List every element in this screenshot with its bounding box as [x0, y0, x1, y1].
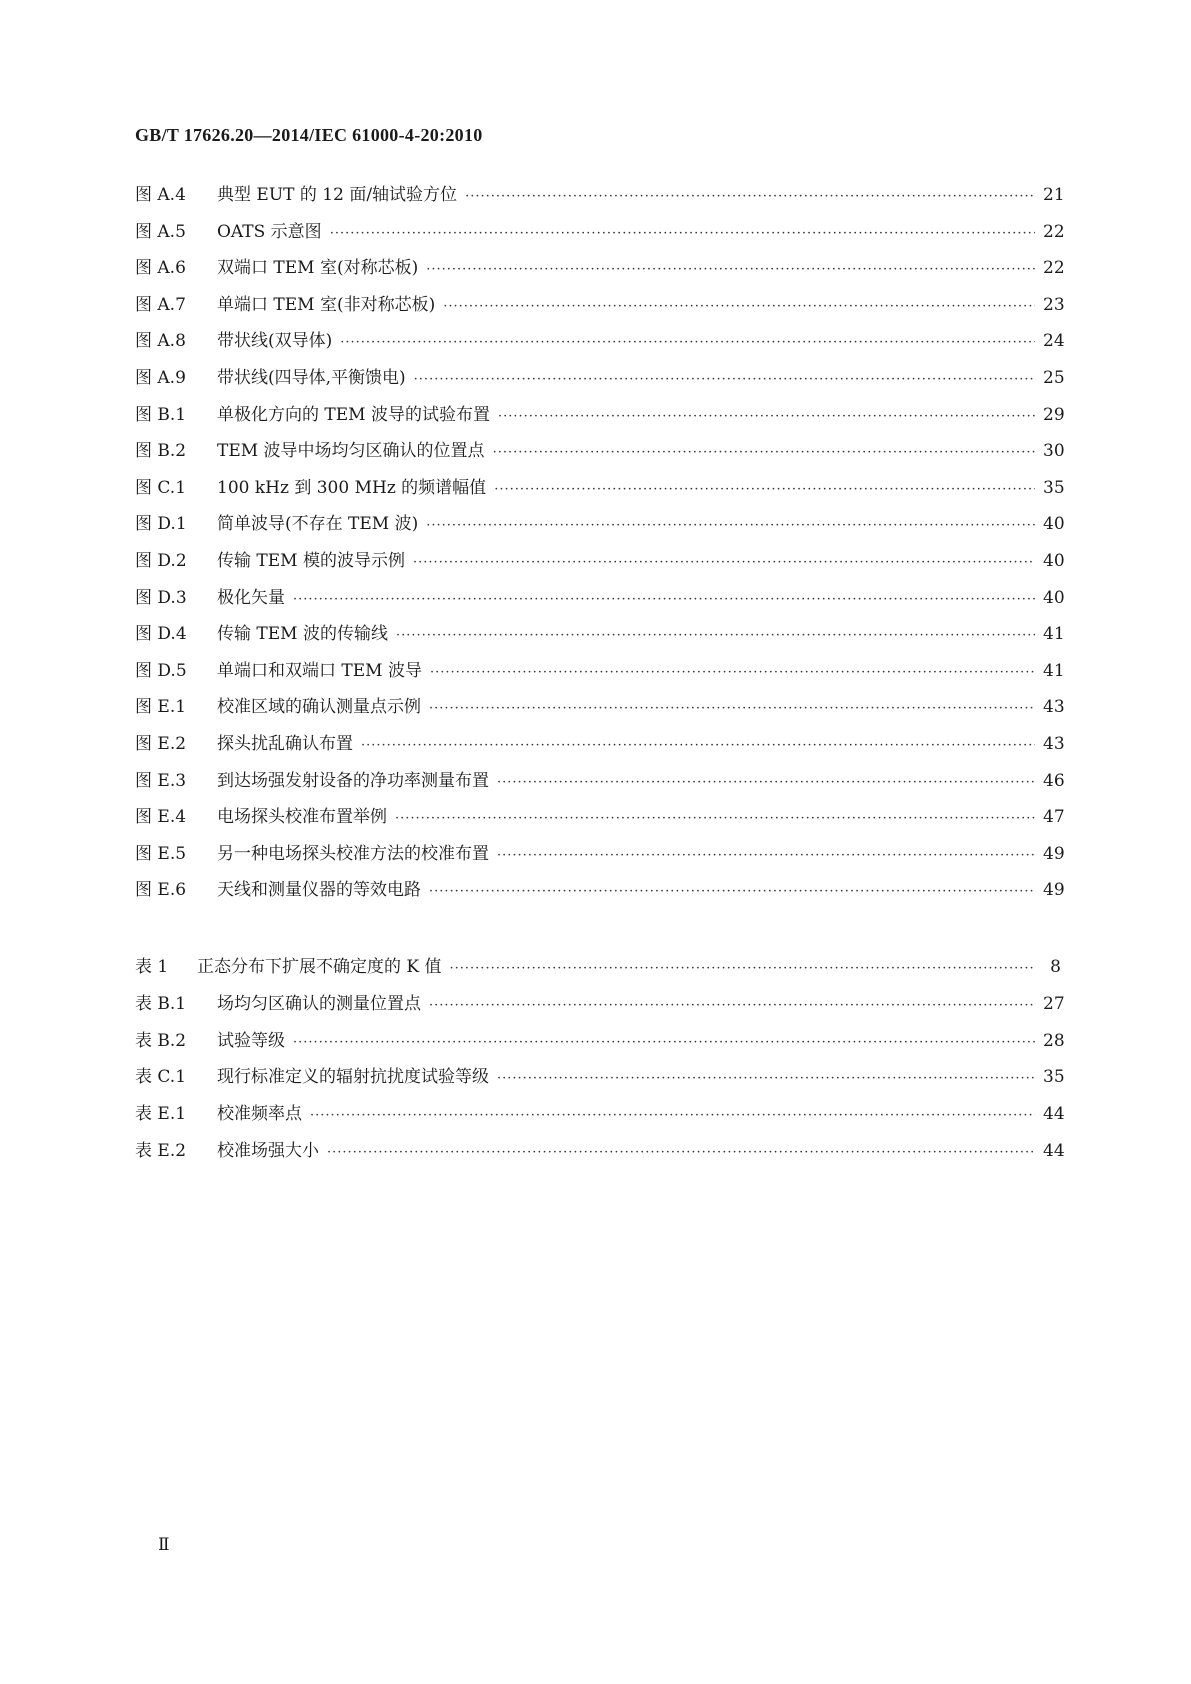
entry-title: 场均匀区确认的测量位置点: [217, 993, 421, 1014]
entry-title: 单端口 TEM 室(非对称芯板): [217, 294, 436, 315]
entry-label: 图 D.2: [135, 550, 187, 571]
entry-title: 带状线(双导体): [217, 331, 333, 352]
entry-page-number: 40: [1043, 587, 1065, 608]
entry-title: 到达场强发射设备的净功率测量布置: [217, 770, 489, 791]
figure-list: [135, 180, 1065, 912]
entry-label: 图 A.9: [135, 367, 186, 388]
entry-label: 图 A.8: [135, 331, 186, 352]
entry-label: 图 A.6: [135, 258, 186, 279]
entry-title: 正态分布下扩展不确定度的 K 值: [197, 957, 442, 977]
entry-title: 极化矢量: [217, 587, 285, 608]
dot-leader: [395, 811, 1035, 826]
dot-leader: [497, 1071, 1035, 1086]
toc-entry[interactable]: [135, 1062, 1065, 1099]
toc-entry[interactable]: [135, 363, 1065, 400]
entry-page-number: 40: [1043, 550, 1065, 571]
toc-entry[interactable]: [135, 1136, 1065, 1173]
toc-entry[interactable]: [135, 546, 1065, 583]
toc-entry[interactable]: [135, 1026, 1065, 1063]
toc-entry[interactable]: [135, 766, 1065, 803]
dot-leader: [493, 445, 1035, 460]
entry-title: 双端口 TEM 室(对称芯板): [217, 258, 419, 279]
entry-title: 探头扰乱确认布置: [217, 733, 353, 754]
entry-title: 天线和测量仪器的等效电路: [217, 880, 421, 901]
entry-label: 表 1: [135, 957, 169, 977]
entry-title: TEM 波导中场均匀区确认的位置点: [217, 441, 485, 462]
toc-entry[interactable]: [135, 839, 1065, 876]
entry-label: 图 E.6: [135, 880, 187, 901]
entry-label: 图 C.1: [135, 477, 187, 498]
entry-page-number: 23: [1043, 294, 1065, 315]
toc-entry[interactable]: [135, 656, 1065, 693]
entry-label: 图 D.4: [135, 624, 187, 645]
dot-leader: [430, 665, 1035, 680]
toc-entry[interactable]: [135, 729, 1065, 766]
dot-leader: [429, 701, 1035, 716]
toc-entry[interactable]: [135, 952, 1061, 989]
dot-leader: [330, 226, 1035, 241]
entry-label: 图 D.3: [135, 587, 187, 608]
table-list: [135, 952, 1065, 1173]
entry-page-number: 30: [1043, 441, 1065, 462]
toc-entry[interactable]: [135, 290, 1065, 327]
entry-label: 图 A.4: [135, 185, 186, 205]
dot-leader: [396, 628, 1035, 643]
toc-entry[interactable]: [135, 436, 1065, 473]
dot-leader: [443, 299, 1035, 314]
entry-label: 表 C.1: [135, 1067, 187, 1088]
toc-entry[interactable]: [135, 217, 1065, 254]
entry-label: 图 D.5: [135, 660, 187, 681]
entry-title: 100 kHz 到 300 MHz 的频谱幅值: [217, 477, 487, 498]
entry-label: 图 B.1: [135, 404, 187, 425]
toc-entry[interactable]: [135, 619, 1065, 656]
entry-label: 图 E.2: [135, 733, 187, 754]
entry-page-number: 47: [1043, 807, 1065, 828]
toc-entry[interactable]: [135, 802, 1065, 839]
dot-leader: [426, 262, 1035, 277]
entry-label: 图 A.5: [135, 221, 186, 242]
entry-page-number: 44: [1043, 1140, 1065, 1161]
entry-label: 图 E.5: [135, 843, 187, 864]
entry-page-number: 49: [1043, 843, 1065, 864]
entry-page-number: 24: [1043, 331, 1065, 352]
toc-entry[interactable]: [135, 180, 1065, 217]
entry-page-number: 22: [1043, 258, 1065, 279]
entry-label: 图 A.7: [135, 294, 186, 315]
toc-entry[interactable]: [135, 326, 1065, 363]
entry-title: 校准区域的确认测量点示例: [217, 697, 421, 718]
entry-page-number: 43: [1043, 733, 1065, 754]
entry-title: 传输 TEM 波的传输线: [217, 624, 388, 645]
entry-title: 带状线(四导体,平衡馈电): [217, 367, 406, 388]
dot-leader: [414, 372, 1035, 387]
entry-page-number: 25: [1043, 367, 1065, 388]
entry-page-number: 8: [1050, 957, 1061, 977]
entry-page-number: 28: [1043, 1030, 1065, 1051]
entry-page-number: 40: [1043, 514, 1065, 535]
toc-entry[interactable]: [135, 989, 1065, 1026]
dot-leader: [429, 884, 1035, 899]
entry-page-number: 44: [1043, 1104, 1065, 1125]
entry-label: 图 E.3: [135, 770, 187, 791]
entry-title: 简单波导(不存在 TEM 波): [217, 514, 419, 535]
entry-label: 图 E.1: [135, 697, 187, 718]
entry-label: 表 E.2: [135, 1140, 187, 1161]
entry-title: 现行标准定义的辐射抗扰度试验等级: [217, 1067, 489, 1088]
entry-title: 电场探头校准布置举例: [217, 807, 387, 828]
toc-entry[interactable]: [135, 509, 1065, 546]
entry-title: 校准场强大小: [217, 1140, 319, 1161]
entry-page-number: 27: [1043, 993, 1065, 1014]
toc-entry[interactable]: [135, 875, 1065, 912]
document-header: [135, 125, 483, 146]
entry-title: 校准频率点: [217, 1104, 302, 1125]
entry-page-number: 46: [1043, 770, 1065, 791]
entry-label: 图 B.2: [135, 441, 187, 462]
entry-label: 表 E.1: [135, 1104, 187, 1125]
dot-leader: [497, 848, 1035, 863]
dot-leader: [293, 592, 1035, 607]
entry-page-number: 49: [1043, 880, 1065, 901]
dot-leader: [327, 1145, 1035, 1160]
dot-leader: [293, 1035, 1035, 1050]
entry-title: 试验等级: [217, 1030, 285, 1051]
dot-leader: [497, 775, 1035, 790]
entry-page-number: 22: [1043, 221, 1065, 242]
toc-entry[interactable]: [135, 473, 1065, 510]
entry-label: 图 E.4: [135, 807, 187, 828]
toc-entry[interactable]: [135, 400, 1065, 437]
dot-leader: [340, 335, 1035, 350]
entry-title: 单极化方向的 TEM 波导的试验布置: [217, 404, 490, 425]
entry-page-number: 41: [1043, 624, 1065, 645]
dot-leader: [426, 518, 1035, 533]
entry-page-number: 43: [1043, 697, 1065, 718]
entry-label: 表 B.2: [135, 1030, 187, 1051]
dot-leader: [450, 961, 1035, 976]
dot-leader: [413, 555, 1035, 570]
entry-title: OATS 示意图: [217, 221, 322, 242]
dot-leader: [361, 738, 1035, 753]
entry-label: 表 B.1: [135, 993, 187, 1014]
entry-page-number: 35: [1043, 477, 1065, 498]
entry-title: 另一种电场探头校准方法的校准布置: [217, 843, 489, 864]
toc-entry[interactable]: [135, 253, 1065, 290]
entry-page-number: 41: [1043, 660, 1065, 681]
entry-page-number: 35: [1043, 1067, 1065, 1088]
entry-title: 典型 EUT 的 12 面/轴试验方位: [217, 185, 458, 205]
entry-page-number: 29: [1043, 404, 1065, 425]
dot-leader: [465, 189, 1035, 204]
dot-leader: [494, 482, 1035, 497]
dot-leader: [310, 1108, 1035, 1123]
entry-title: 传输 TEM 模的波导示例: [217, 550, 405, 571]
dot-leader: [498, 409, 1035, 424]
toc-entry[interactable]: [135, 583, 1065, 620]
standard-number: GB/T 17626.20—2014/IEC 61000-4-20:2010: [135, 125, 483, 145]
entry-title: 单端口和双端口 TEM 波导: [217, 660, 422, 681]
dot-leader: [429, 998, 1035, 1013]
entry-label: 图 D.1: [135, 514, 187, 535]
page-folio: Ⅱ: [158, 1535, 170, 1555]
entry-page-number: 21: [1043, 185, 1065, 205]
toc-entry[interactable]: [135, 1099, 1065, 1136]
toc-entry[interactable]: [135, 692, 1065, 729]
